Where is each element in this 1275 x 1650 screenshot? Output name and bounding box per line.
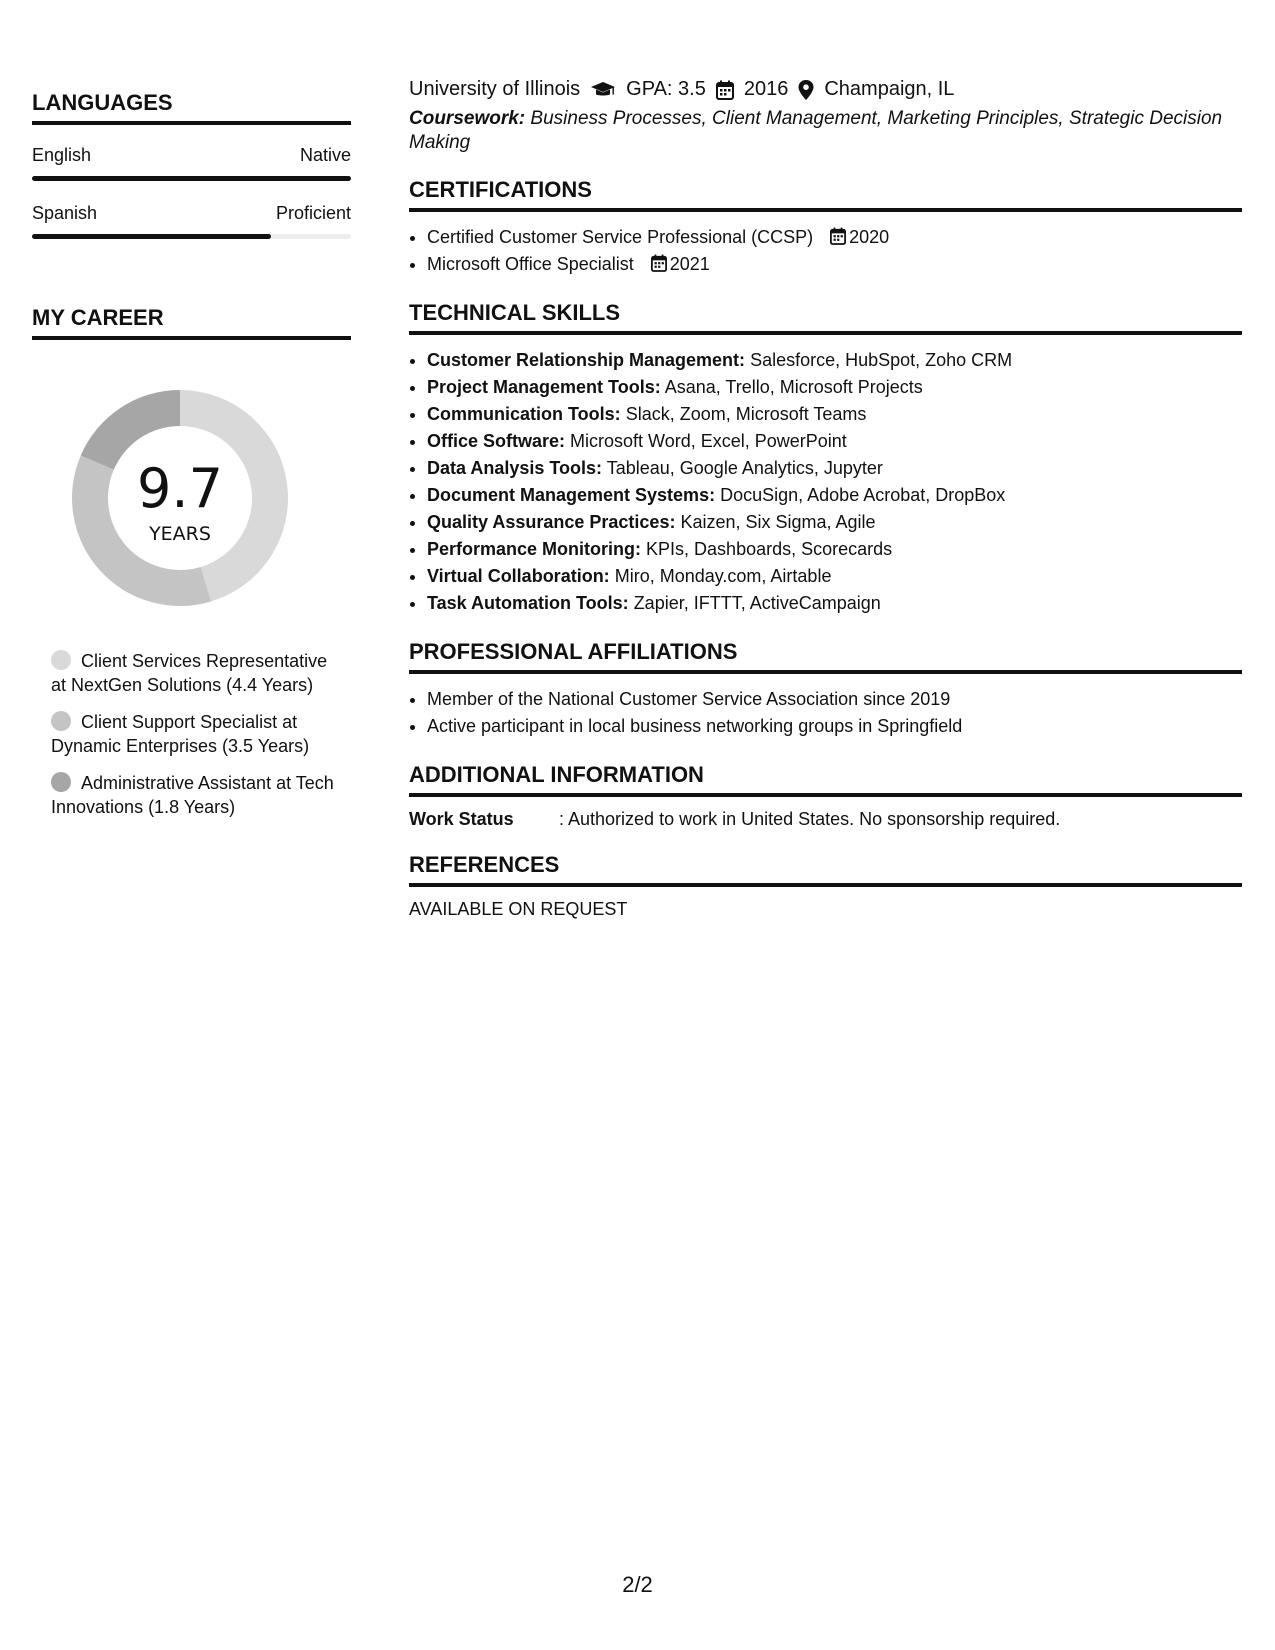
technical-skills-list (409, 347, 1242, 617)
list-item (427, 428, 1242, 455)
career-legend-item (51, 771, 341, 819)
skill-category: Project Management Tools: (427, 377, 661, 397)
career-total-years: 9.7 (137, 457, 223, 520)
career-role-label: Client Services Representative at NextGen Solutions (4.4 Years) (51, 651, 328, 695)
additional-info-title: ADDITIONAL INFORMATION (409, 762, 1242, 797)
skill-values: Zapier, IFTTT, ActiveCampaign (633, 593, 881, 613)
coursework-label: Coursework: (409, 108, 526, 129)
list-item (427, 536, 1242, 563)
graduation-year: 2016 (743, 78, 789, 100)
certification-year: 2020 (849, 227, 890, 247)
skill-category: Task Automation Tools: (427, 593, 629, 613)
calendar-icon (830, 227, 846, 245)
work-status-label: Work Status (409, 809, 514, 829)
career-donut-chart (67, 385, 293, 611)
references-title: REFERENCES (409, 852, 1242, 887)
legend-dot (51, 650, 71, 670)
list-item (427, 374, 1242, 401)
certification-name: Microsoft Office Specialist (427, 254, 634, 274)
school-name: University of Illinois (409, 78, 581, 100)
list-item: • Member of the National Customer Service Association since 2019 (427, 686, 1242, 713)
career-title: MY CAREER (32, 305, 351, 340)
language-level-bar (32, 234, 351, 239)
work-status-row (409, 809, 1242, 830)
skill-values: Tableau, Google Analytics, Jupyter (606, 458, 883, 478)
career-total-unit: YEARS (149, 523, 211, 545)
list-item (427, 590, 1242, 617)
list-item (427, 251, 1242, 278)
skill-values: KPIs, Dashboards, Scorecards (646, 539, 893, 559)
calendar-icon (716, 80, 734, 100)
skill-category: Office Software: (427, 431, 566, 451)
languages-title: LANGUAGES (32, 90, 351, 125)
skill-values: Microsoft Word, Excel, PowerPoint (570, 431, 847, 451)
certifications-section (409, 177, 1242, 278)
skill-category: Quality Assurance Practices: (427, 512, 676, 532)
right-column (409, 78, 1242, 920)
list-item (427, 563, 1242, 590)
technical-skills-section (409, 300, 1242, 617)
skill-category: Performance Monitoring: (427, 539, 642, 559)
language-level: Native (299, 145, 351, 165)
list-item: • Active participant in local business networking groups in Springfield (427, 713, 1242, 740)
list-item (427, 401, 1242, 428)
language-level-fill (32, 176, 351, 181)
left-column (32, 90, 351, 832)
career-role-label: Client Support Specialist at Dynamic Enterprises (3.5 Years) (51, 712, 310, 756)
certification-year: 2021 (669, 254, 710, 274)
work-status-value: : Authorized to work in United States. No sponsorship required. (559, 809, 1061, 829)
language-level-bar (32, 176, 351, 181)
list-item (427, 347, 1242, 374)
language-level-fill (32, 234, 271, 239)
certification-name: Certified Customer Service Professional (CCSP) (427, 227, 814, 247)
affiliations-section (409, 639, 1242, 740)
coursework (409, 107, 1242, 155)
page-number: 2/2 (622, 1572, 653, 1597)
career-legend (51, 649, 341, 819)
graduation-cap-icon (590, 80, 616, 100)
education-line (409, 78, 1242, 101)
language-name: English (32, 145, 92, 165)
legend-dot (51, 711, 71, 731)
gpa: GPA: 3.5 (626, 78, 706, 100)
skill-values: Slack, Zoom, Microsoft Teams (625, 404, 867, 424)
coursework-list: Business Processes, Client Management, Marketing Principles, Strategic Decision Making (409, 108, 1223, 153)
list-item (427, 455, 1242, 482)
language-level: Proficient (275, 203, 351, 223)
list-item (427, 482, 1242, 509)
skill-values: Asana, Trello, Microsoft Projects (664, 377, 923, 397)
legend-dot (51, 772, 71, 792)
references-section (409, 852, 1242, 920)
certifications-title: CERTIFICATIONS (409, 177, 1242, 212)
language-item (32, 145, 351, 181)
skill-category: Virtual Collaboration: (427, 566, 610, 586)
list-item (427, 224, 1242, 251)
affiliations-title: PROFESSIONAL AFFILIATIONS (409, 639, 1242, 674)
map-pin-icon (798, 80, 814, 100)
skill-values: Salesforce, HubSpot, Zoho CRM (750, 350, 1013, 370)
references-value: AVAILABLE ON REQUEST (409, 899, 628, 919)
career-legend-item (51, 710, 341, 758)
additional-info-section (409, 762, 1242, 830)
skill-category: Communication Tools: (427, 404, 621, 424)
technical-skills-title: TECHNICAL SKILLS (409, 300, 1242, 335)
affiliations-list (409, 686, 1242, 740)
skill-values: DocuSign, Adobe Acrobat, DropBox (720, 485, 1006, 505)
language-item (32, 203, 351, 239)
list-item (427, 509, 1242, 536)
certifications-list (409, 224, 1242, 278)
skill-values: Kaizen, Six Sigma, Agile (680, 512, 876, 532)
skill-category: Document Management Systems: (427, 485, 716, 505)
career-legend-item (51, 649, 341, 697)
career-role-label: Administrative Assistant at Tech Innovations (1.8 Years) (51, 773, 334, 817)
skill-category: Data Analysis Tools: (427, 458, 603, 478)
skill-category: Customer Relationship Management: (427, 350, 746, 370)
calendar-icon (651, 254, 667, 272)
location: Champaign, IL (824, 78, 955, 100)
skill-values: Miro, Monday.com, Airtable (614, 566, 832, 586)
language-name: Spanish (32, 203, 98, 223)
